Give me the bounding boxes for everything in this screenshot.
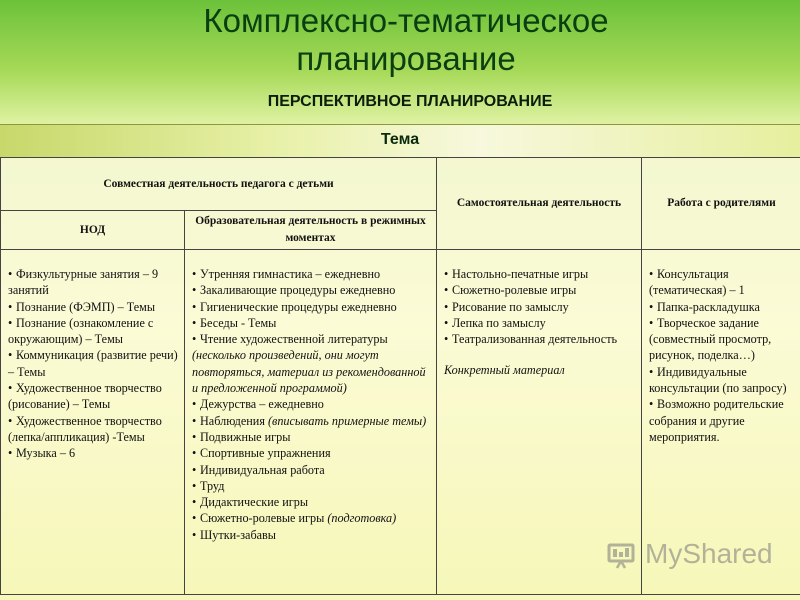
bullet-icon: • xyxy=(192,332,197,347)
nod-list xyxy=(8,266,180,462)
bullet-icon: • xyxy=(192,511,197,526)
list-item: • Рисование по замыслу xyxy=(444,299,569,314)
watermark-text: MyShared xyxy=(645,538,773,569)
bullet-icon: • xyxy=(649,315,654,330)
regime-cell xyxy=(185,250,437,595)
bullet-icon: • xyxy=(8,413,13,428)
bullet-icon: • xyxy=(444,267,449,281)
slide-title-line-1: Комплексно-тематическое xyxy=(203,2,609,39)
bullet-icon: • xyxy=(444,283,449,298)
bullet-icon: • xyxy=(649,299,654,314)
list-item: • Наблюдения (вписывать примерные темы) xyxy=(192,413,427,428)
bullet-icon: • xyxy=(8,299,13,314)
list-item: • Спортивные упражнения xyxy=(192,446,331,461)
bullet-icon: • xyxy=(444,299,449,314)
presentation-icon xyxy=(607,539,637,569)
watermark xyxy=(607,537,773,573)
header-joint-activity: Совместная деятельность педагога с детьми xyxy=(1,158,437,211)
bullet-icon: • xyxy=(192,299,197,314)
list-item: • Познание (ознакомление с окружающим) – Темы xyxy=(8,315,154,347)
independent-list xyxy=(444,266,637,347)
list-item: • Индивидуальные консультации (по запросу) xyxy=(649,364,787,396)
bullet-icon: • xyxy=(192,446,197,461)
bullet-icon: • xyxy=(192,478,197,493)
list-item: • Творческое задание (совместный просмотр, рисунок, поделка…) xyxy=(649,315,772,363)
bullet-icon: • xyxy=(192,429,197,444)
parents-list xyxy=(649,266,797,445)
header-parents: Работа с родителями xyxy=(642,158,800,250)
planning-table xyxy=(0,157,800,595)
regime-list xyxy=(192,266,432,543)
list-item: • Беседы - Темы xyxy=(192,315,277,330)
list-item: • Познание (ФЭМП) – Темы xyxy=(8,299,156,314)
list-item: • Консультация (тематическая) – 1 xyxy=(649,267,745,298)
list-item: • Лепка по замыслу xyxy=(444,315,546,330)
list-item: • Настольно-печатные игры xyxy=(444,267,589,281)
bullet-icon: • xyxy=(8,381,13,396)
bullet-icon: • xyxy=(192,527,197,542)
bullet-icon: • xyxy=(192,267,197,281)
list-item: • Художественное творчество (лепка/аппликация) -Темы xyxy=(8,413,162,444)
list-item: • Дежурства – ежедневно xyxy=(192,397,324,412)
list-item: • Гигиенические процедуры ежедневно xyxy=(192,299,397,314)
list-item: • Музыка – 6 xyxy=(8,446,76,461)
independent-note: Конкретный материал xyxy=(444,363,565,378)
theme-bar xyxy=(0,124,800,158)
list-item: • Сюжетно-ролевые игры (подготовка) xyxy=(192,511,397,526)
bullet-icon: • xyxy=(8,315,13,330)
bullet-icon: • xyxy=(192,462,197,477)
bullet-icon: • xyxy=(192,315,197,330)
list-item: • Возможно родительские собрания и другие мероприятия. xyxy=(649,397,784,444)
bullet-icon: • xyxy=(649,364,654,379)
header-independent: Самостоятельная деятельность xyxy=(437,158,642,250)
roleplay-note: (подготовка) xyxy=(327,511,397,526)
nod-cell xyxy=(1,250,185,595)
list-item: • Утренняя гимнастика – ежедневно xyxy=(192,267,381,281)
theme-label: Тема xyxy=(380,131,420,148)
bullet-icon: • xyxy=(649,267,654,281)
bullet-icon: • xyxy=(649,397,654,412)
list-item: • Индивидуальная работа xyxy=(192,462,325,477)
list-item: • Коммуникация (развитие речи) – Темы xyxy=(8,348,178,379)
bullet-icon: • xyxy=(444,315,449,330)
list-item: • Закаливающие процедуры ежедневно xyxy=(192,283,396,298)
bullet-icon: • xyxy=(8,348,13,363)
bullet-icon: • xyxy=(8,267,13,281)
bullet-icon: • xyxy=(192,283,197,298)
header-nod: НОД xyxy=(1,211,185,250)
slide-subtitle: ПЕРСПЕКТИВНОЕ ПЛАНИРОВАНИЕ xyxy=(267,93,553,110)
list-item: • Шутки-забавы xyxy=(192,527,276,542)
list-item: • Театрализованная деятельность xyxy=(444,332,618,347)
list-item: • Чтение художественной литературы (несколько произведений, они могут повторяться, материал из рекомендованной и предложенной программой) xyxy=(192,332,426,396)
list-item: • Физкультурные занятия – 9 занятий xyxy=(8,267,159,298)
bullet-icon: • xyxy=(192,495,197,510)
list-item: • Подвижные игры xyxy=(192,429,291,444)
slide-title xyxy=(0,2,800,78)
reading-note: (несколько произведений, они могут повторяться, материал из рекомендованной и предложенной программой) xyxy=(192,348,426,396)
bullet-icon: • xyxy=(8,446,13,461)
list-item: • Папка-раскладушка xyxy=(649,299,760,314)
list-item: • Дидактические игры xyxy=(192,495,309,510)
list-item: • Художественное творчество (рисование) – Темы xyxy=(8,381,162,412)
list-item: • Сюжетно-ролевые игры xyxy=(444,283,577,298)
bullet-icon: • xyxy=(192,397,197,412)
bullet-icon: • xyxy=(444,332,449,347)
list-item: • Труд xyxy=(192,478,225,493)
slide-title-line-2: планирование xyxy=(296,40,516,77)
bullet-icon: • xyxy=(192,413,197,428)
observations-note: (вписывать примерные темы) xyxy=(267,413,427,428)
header-row-1 xyxy=(1,158,800,211)
header-regime: Образовательная деятельность в режимных моментах xyxy=(185,211,437,250)
